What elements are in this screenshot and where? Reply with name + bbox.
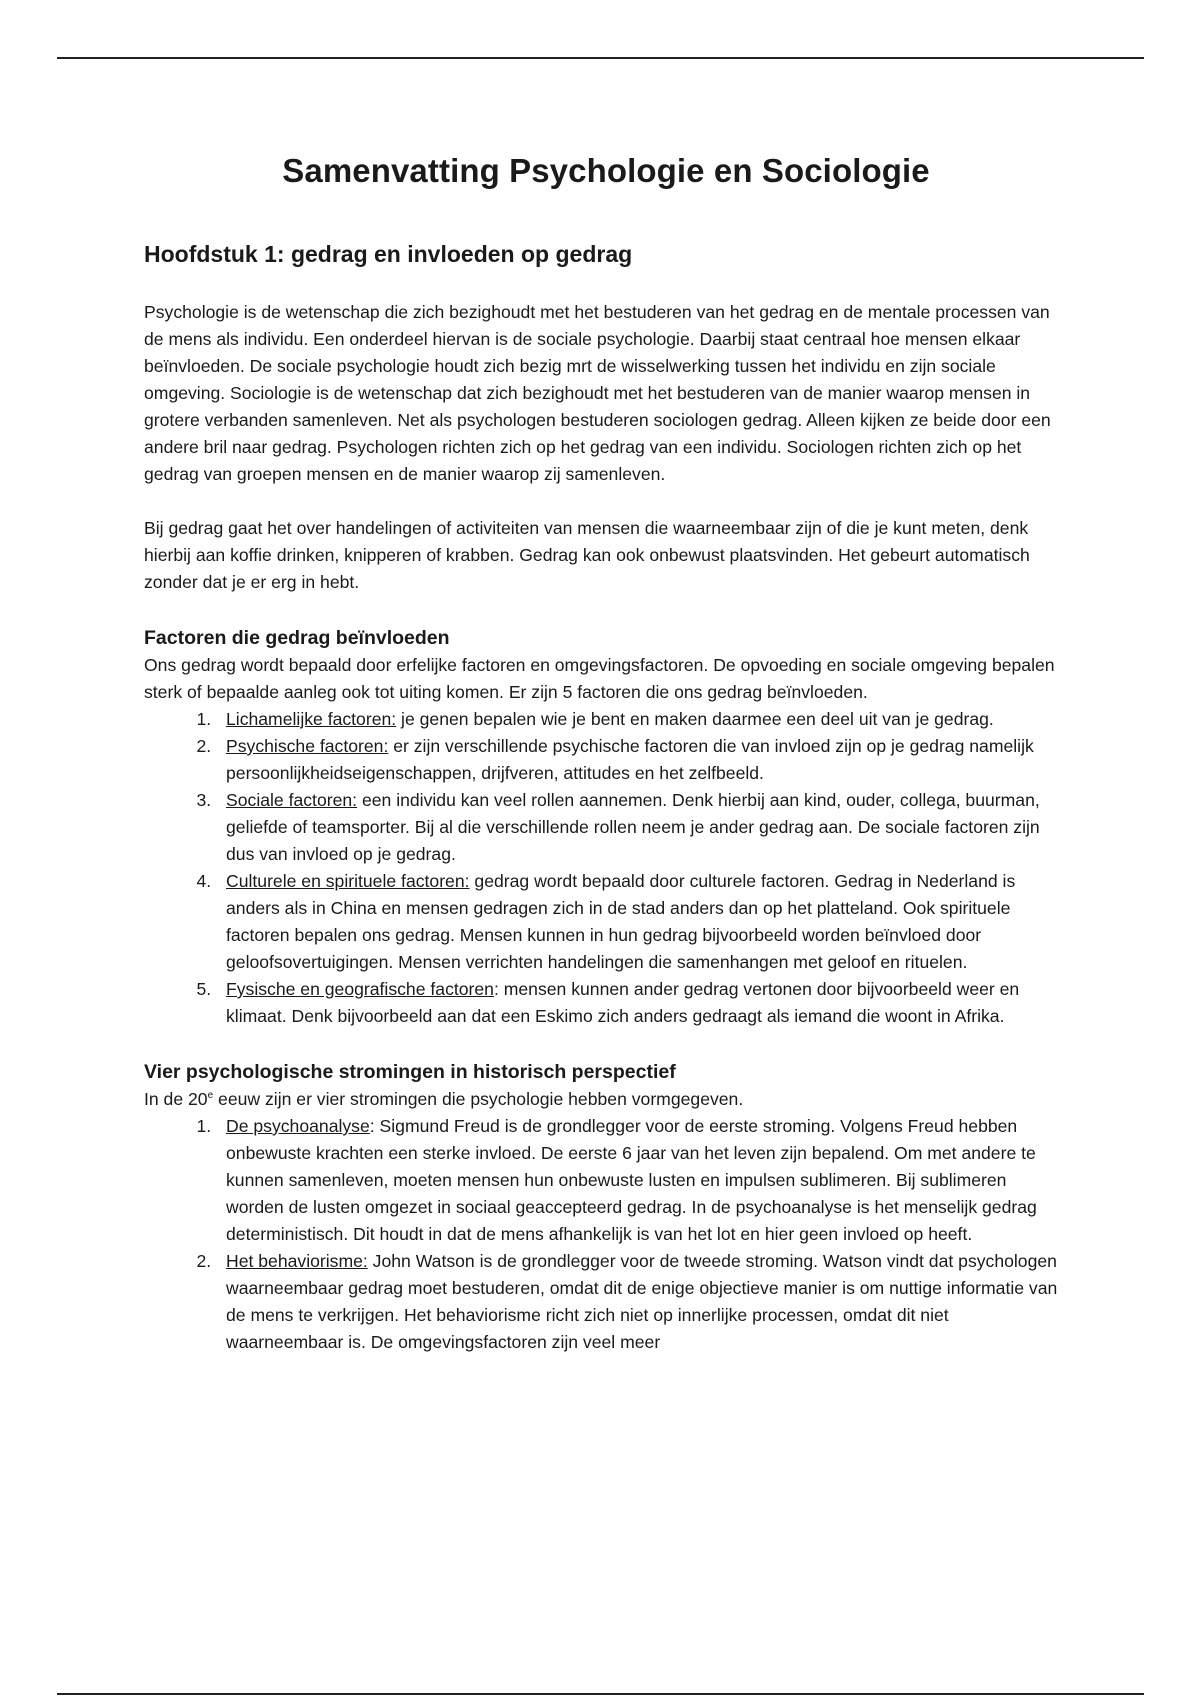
list-item (216, 976, 1064, 1030)
stream-text: John Watson is de grondlegger voor de tweede stroming. Watson vindt dat psychologen waarneembaar gedrag moet bestuderen, omdat dit de enige objectieve manier is om nuttige informatie van de mens te verkrijgen. Het behaviorisme richt zich niet op innerlijke processen, omdat dit niet waarneembaar is. De omgevingsfactoren zijn veel meer (226, 1251, 1058, 1352)
intro-paragraph: Psychologie is de wetenschap die zich bezighoudt met het bestuderen van het gedrag en de mentale processen van de mens als individu. Een onderdeel hiervan is de sociale psychologie. Daarbij staat centraal hoe mensen elkaar beïnvloeden. De sociale psychologie houdt zich bezig mrt de wisselwerking tussen het individu en zijn sociale omgeving. Sociologie is de wetenschap dat zich bezighoudt met het bestuderen van de manier waarop mensen in grotere verbanden samenleven. Net als psychologen bestuderen sociologen gedrag. Alleen kijken ze beide door een andere bril naar gedrag. Psychologen richten zich op het gedrag van een individu. Sociologen richten zich op het gedrag van groepen mensen en de manier waarop zij samenleven. (144, 302, 1051, 484)
behavior-paragraph: Bij gedrag gaat het over handelingen of activiteiten van mensen die waarneembaar zijn of die je kunt meten, denk hierbij aan koffie drinken, knipperen of krabben. Gedrag kan ook onbewust plaatsvinden. Het gebeurt automatisch zonder dat je er erg in hebt. (144, 518, 1030, 592)
list-item (216, 868, 1064, 976)
factor-text: een individu kan veel rollen aannemen. Denk hierbij aan kind, ouder, collega, buurman, geliefde of teamsporter. Bij al die verschillende rollen neem je ander gedrag aan. De sociale factoren zijn dus van invloed op je gedrag. (226, 790, 1040, 864)
streams-intro-before: In de 20 (144, 1089, 208, 1109)
streams-intro-superscript: e (207, 1090, 214, 1102)
document-title: Samenvatting Psychologie en Sociologie (282, 152, 930, 189)
chapter-heading: Hoofdstuk 1: gedrag en invloeden op gedrag (144, 241, 633, 267)
list-item (216, 706, 1064, 733)
stream-text: : Sigmund Freud is de grondlegger voor de eerste stroming. Volgens Freud hebben onbewuste krachten een sterke invloed. De eerste 6 jaar van het leven zijn bepalend. Om met andere te kunnen samenleven, moeten mensen hun onbewuste lusten en impulsen sublimeren. Bij sublimeren worden de lusten omgezet in sociaal geaccepteerd gedrag. In de psychoanalyse is het menselijk gedrag deterministisch. Dit houdt in dat de mens afhankelijk is van het lot en hier geen invloed op heeft. (226, 1116, 1037, 1244)
bottom-rule (57, 1693, 1144, 1695)
factor-term: Fysische en geografische factoren (226, 979, 494, 999)
stream-term: De psychoanalyse (226, 1116, 370, 1136)
list-item (216, 733, 1064, 787)
stream-term: Het behaviorisme: (226, 1251, 368, 1271)
factor-term: Sociale factoren: (226, 790, 358, 810)
streams-intro-after: eeuw zijn er vier stromingen die psychologie hebben vormgegeven. (213, 1089, 744, 1109)
factors-list (144, 706, 1064, 1030)
streams-heading: Vier psychologische stromingen in historisch perspectief (144, 1061, 676, 1083)
factors-heading: Factoren die gedrag beïnvloeden (144, 627, 450, 649)
factor-term: Psychische factoren: (226, 736, 389, 756)
list-item (216, 1248, 1064, 1356)
factor-text: er zijn verschillende psychische factoren die van invloed zijn op je gedrag namelijk persoonlijkheidseigenschappen, drijfveren, attitudes en het zelfbeeld. (226, 736, 1034, 783)
factors-intro: Ons gedrag wordt bepaald door erfelijke factoren en omgevingsfactoren. De opvoeding en sociale omgeving bepalen sterk of bepaalde aanleg ook tot uiting komen. Er zijn 5 factoren die ons gedrag beïnvloeden. (144, 655, 1055, 702)
list-item (216, 1113, 1064, 1248)
list-item (216, 787, 1064, 868)
factor-text: gedrag wordt bepaald door culturele factoren. Gedrag in Nederland is anders als in China en mensen gedragen zich in de stad anders dan op het platteland. Ook spirituele factoren bepalen ons gedrag. Mensen kunnen in hun gedrag bijvoorbeeld worden beïnvloed door geloofsovertuigingen. Mensen verrichten handelingen die samenhangen met geloof en rituelen. (226, 871, 1016, 972)
streams-list (144, 1113, 1064, 1356)
top-rule (57, 57, 1144, 59)
factor-term: Lichamelijke factoren: (226, 709, 397, 729)
factor-text: : mensen kunnen ander gedrag vertonen door bijvoorbeeld weer en klimaat. Denk bijvoorbeeld aan dat een Eskimo zich anders gedraagt als iemand die woont in Afrika. (226, 979, 1020, 1026)
streams-intro (144, 1086, 1064, 1113)
document-page (144, 140, 1064, 1356)
factor-term: Culturele en spirituele factoren: (226, 871, 470, 891)
factor-text: je genen bepalen wie je bent en maken daarmee een deel uit van je gedrag. (396, 709, 994, 729)
